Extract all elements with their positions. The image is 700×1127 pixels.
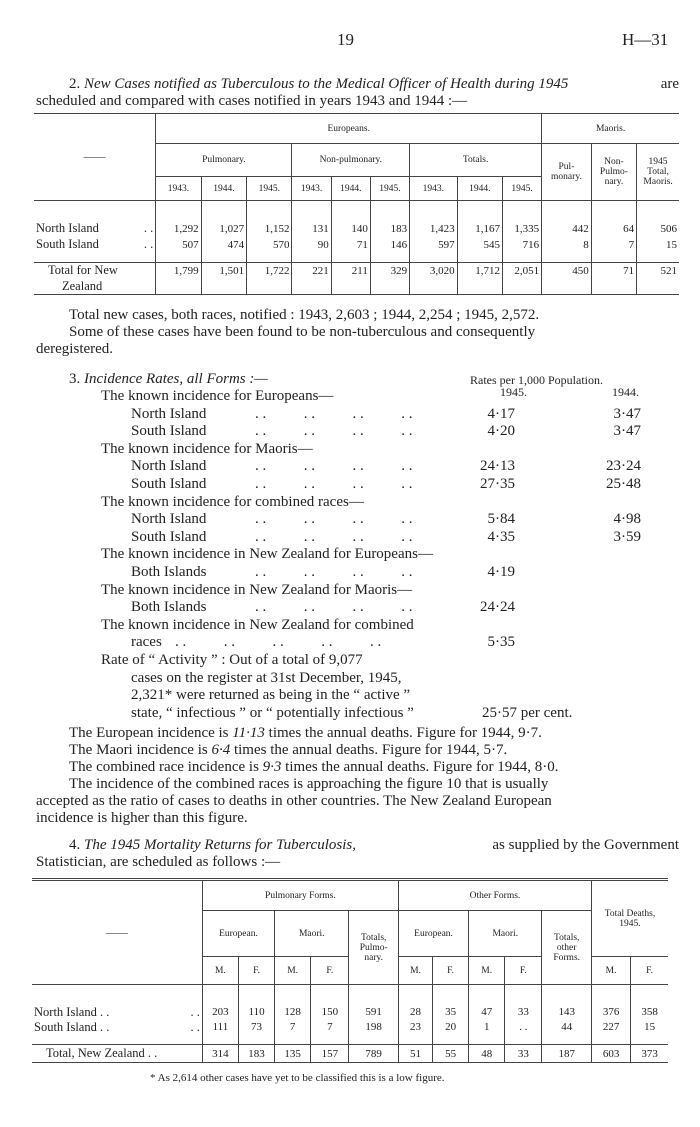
rate-line-label: The known incidence in New Zealand for combined — [101, 616, 414, 633]
section4-intro-tail: as supplied by the Government — [492, 837, 679, 853]
text: The combined race incidence is — [69, 759, 263, 775]
rate-value-1945: 4·20 — [487, 423, 515, 440]
table2-sex-header: F. — [238, 957, 274, 985]
rate-line-label: South Island — [131, 476, 207, 492]
table1-year-header: 1943. — [410, 177, 457, 201]
cell: 48 — [469, 1045, 505, 1063]
table-row — [34, 221, 679, 237]
cell: 143 — [542, 1005, 592, 1020]
table2-sex-header: F. — [631, 957, 668, 985]
cell: 1,722 — [247, 263, 292, 279]
rate-line-label: North Island — [131, 511, 207, 528]
rate-value-1945: 4·35 — [487, 528, 515, 545]
rate-line-label: The known incidence in New Zealand for Maoris— — [101, 581, 413, 598]
rate-line-label: North Island — [131, 458, 207, 475]
cell: 90 — [292, 237, 331, 253]
row-label: North Island — [36, 221, 99, 235]
closing-paragraph-line: incidence is higher than this figure. — [36, 810, 248, 826]
rate-line-label: 2,321* were returned as being in the “ active ” — [131, 687, 411, 704]
leader-dots: . . . . . . . . — [255, 528, 413, 545]
table2-corner: —— — [32, 880, 202, 985]
table-row — [32, 1020, 668, 1035]
table1-maori-total-header: 1945 Total, Maoris. — [637, 144, 679, 201]
section2-intro — [69, 76, 679, 92]
european-incidence-line — [69, 725, 542, 741]
cell: 211 — [331, 263, 370, 279]
row-label: South Island . . — [34, 1019, 110, 1034]
rate-value-1944: 3·47 — [613, 423, 641, 440]
document-reference: H—31 — [622, 30, 669, 49]
table1-year-header: 1944. — [331, 177, 370, 201]
rate-line-label: Both Islands — [131, 564, 207, 580]
cell: 146 — [370, 237, 409, 253]
cell: 203 — [202, 1005, 238, 1020]
cell: 507 — [156, 237, 201, 253]
row-label: North Island . . — [34, 1004, 110, 1019]
table1-maoris-header: Maoris. — [542, 114, 679, 144]
cell: 1,152 — [247, 221, 292, 237]
cell: 110 — [238, 1005, 274, 1020]
table2-pulmonary-header: Pulmonary Forms. — [202, 880, 398, 911]
total-new-cases-line: Total new cases, both races, notified : 1943, 2,603 ; 1944, 2,254 ; 1945, 2,572. — [69, 307, 540, 323]
closing-paragraph-line: The incidence of the combined races is approaching the figure 10 that is usually — [69, 776, 549, 792]
table1-totals-header: Totals. — [410, 144, 542, 177]
cell: 64 — [591, 221, 636, 237]
table2-maori-header: Maori. — [275, 911, 349, 957]
rate-line-label: South Island — [131, 528, 207, 545]
cell: 1,423 — [410, 221, 457, 237]
text: times the annual deaths. Figure for 1944, 8·0. — [281, 759, 559, 775]
text: times the annual deaths. Figure for 1944, 5·7. — [230, 742, 508, 758]
table2-european-header: European. — [202, 911, 274, 957]
table1-pulmonary-header: Pulmonary. — [156, 144, 292, 177]
table2-total-deaths-header: Total Deaths, 1945. — [591, 880, 668, 957]
table-total-row — [32, 1045, 668, 1063]
table2-sex-header: F. — [505, 957, 542, 985]
cell: 128 — [275, 1005, 311, 1020]
cell: 3,020 — [410, 263, 457, 279]
combined-incidence-line — [69, 759, 558, 775]
rate-line-label: The known incidence for combined races— — [101, 493, 364, 510]
rates-col-1944: 1944. — [612, 385, 639, 399]
deregistered-note-cont: deregistered. — [36, 341, 114, 357]
cell: 7 — [591, 237, 636, 253]
table2-sex-header: F. — [433, 957, 469, 985]
leader-dots: . . . . . . . . — [255, 564, 413, 580]
table-row — [32, 1005, 668, 1020]
rate-line-label: Rate of “ Activity ” : Out of a total of 9,077 — [101, 652, 363, 668]
table-total-row — [34, 263, 679, 279]
cell: 28 — [398, 1005, 432, 1020]
cell: 71 — [331, 237, 370, 253]
emphasis-value: 11·13 — [232, 725, 265, 741]
rate-line-label: The known incidence in New Zealand for Europeans— — [101, 546, 433, 563]
table2-other-header: Other Forms. — [398, 880, 591, 911]
section4-number: 4. — [69, 837, 81, 853]
cell: 135 — [275, 1045, 311, 1063]
table2-sex-header: M. — [202, 957, 238, 985]
cell: 23 — [398, 1020, 432, 1035]
emphasis-value: 6·4 — [211, 742, 231, 758]
cell: 329 — [370, 263, 409, 279]
cell: 603 — [591, 1045, 630, 1063]
cell: 150 — [311, 1005, 349, 1020]
cell: 44 — [542, 1020, 592, 1035]
cell: 221 — [292, 263, 331, 279]
table2-sex-header: M. — [469, 957, 505, 985]
cell: 2,051 — [502, 263, 541, 279]
rates-col-1945: 1945. — [500, 385, 527, 399]
cell: 227 — [591, 1020, 630, 1035]
rate-value-1945: 5·35 — [487, 634, 515, 651]
cell: 789 — [349, 1045, 399, 1063]
new-cases-table — [34, 113, 679, 295]
section4-title: The 1945 Mortality Returns for Tuberculosis, — [84, 837, 356, 853]
cell: 1,335 — [502, 221, 541, 237]
rate-value-1945: 4·17 — [487, 405, 515, 422]
cell: 55 — [433, 1045, 469, 1063]
table1-year-header: 1945. — [247, 177, 292, 201]
table2-sex-header: F. — [311, 957, 349, 985]
table1-year-header: 1945. — [502, 177, 541, 201]
page-number: 19 — [337, 30, 354, 49]
leader-dots: . . . . . . . . — [255, 458, 413, 475]
cell: 1,292 — [156, 221, 201, 237]
cell: 33 — [505, 1005, 542, 1020]
rate-line-label: The known incidence for Maoris— — [101, 440, 313, 457]
leader-dots: . . — [143, 237, 154, 251]
text: The Maori incidence is — [69, 742, 212, 758]
rate-line-label: Both Islands — [131, 599, 207, 616]
rate-value-1944: 3·47 — [613, 405, 641, 422]
table1-year-header: 1945. — [370, 177, 409, 201]
table2-european-header: European. — [398, 911, 468, 957]
table2-totals-other-header: Totals, other Forms. — [542, 911, 592, 985]
maori-incidence-line — [69, 742, 507, 758]
text: times the annual deaths. Figure for 1944, 9·7. — [264, 725, 542, 741]
section2-number: 2. — [69, 76, 81, 92]
cell: 35 — [433, 1005, 469, 1020]
rate-value-1945: 24·13 — [480, 458, 515, 475]
cell: 358 — [631, 1005, 668, 1020]
section4-intro — [69, 837, 679, 853]
section2-title: New Cases notified as Tuberculous to the Medical Officer of Health during 1945 — [84, 76, 569, 92]
cell: 373 — [631, 1045, 668, 1063]
cell: . . — [505, 1020, 542, 1035]
leader-dots: . . . . . . . . — [255, 423, 413, 440]
leader-dots: . . — [190, 1004, 200, 1019]
cell: 591 — [349, 1005, 399, 1020]
rate-value-1944: 23·24 — [606, 458, 641, 475]
total-label: Total, New Zealand . . — [46, 1046, 158, 1060]
text: The European incidence is — [69, 725, 233, 741]
table2-sex-header: M. — [275, 957, 311, 985]
rate-value-1945: 4·19 — [487, 564, 515, 580]
mortality-table — [32, 878, 668, 1063]
section3-title: Incidence Rates, all Forms :— — [84, 371, 268, 387]
cell: 1,712 — [457, 263, 502, 279]
cell: 1,167 — [457, 221, 502, 237]
deregistered-note: Some of these cases have been found to be non-tuberculous and consequently — [69, 324, 536, 340]
row-label: South Island — [36, 237, 99, 251]
rates-header: Rates per 1,000 Population. — [470, 373, 603, 387]
table2-sex-header: M. — [398, 957, 432, 985]
section4-intro-line2: Statistician, are scheduled as follows :— — [36, 854, 281, 870]
cell: 1,799 — [156, 263, 201, 279]
cell: 71 — [591, 263, 636, 279]
rate-value-1944: 3·59 — [613, 528, 641, 545]
section2-intro-tail: are — [660, 76, 679, 92]
leader-dots: . . . . . . . . — [255, 476, 413, 492]
table1-year-header: 1943. — [156, 177, 201, 201]
section3-number: 3. — [69, 371, 81, 387]
total-label-cont: Zealand — [62, 278, 103, 293]
cell: 51 — [398, 1045, 432, 1063]
cell: 7 — [275, 1020, 311, 1035]
table1-year-header: 1943. — [292, 177, 331, 201]
cell: 183 — [370, 221, 409, 237]
table1-maori-pulmonary-header: Pul-monary. — [542, 144, 592, 201]
table1-year-header: 1944. — [201, 177, 246, 201]
leader-dots: . . . . . . . . . . — [175, 634, 382, 651]
table-row — [34, 237, 679, 253]
cell: 450 — [542, 263, 592, 279]
table1-year-header: 1944. — [457, 177, 502, 201]
leader-dots: . . — [190, 1019, 200, 1034]
cell: 183 — [238, 1045, 274, 1063]
rate-value-1944: 4·98 — [613, 511, 641, 528]
rate-line-label: South Island — [131, 423, 207, 440]
cell: 187 — [542, 1045, 592, 1063]
leader-dots: . . — [143, 221, 154, 235]
cell: 157 — [311, 1045, 349, 1063]
cell: 506 — [637, 221, 679, 237]
total-label: Total for New — [48, 263, 118, 278]
rate-line-label: The known incidence for Europeans— — [101, 388, 334, 404]
rate-line-label: state, “ infectious ” or “ potentially infectious ” — [131, 704, 414, 721]
rate-value-1944: 25·48 — [606, 476, 641, 492]
cell: 47 — [469, 1005, 505, 1020]
cell: 545 — [457, 237, 502, 253]
table1-nonpulmonary-header: Non-pulmonary. — [292, 144, 410, 177]
cell: 15 — [637, 237, 679, 253]
cell: 8 — [542, 237, 592, 253]
rate-value-1945: 27·35 — [480, 476, 515, 492]
rate-value-1945: 24·24 — [480, 599, 515, 616]
leader-dots: . . . . . . . . — [255, 599, 413, 616]
rate-line-label: races — [131, 634, 162, 651]
cell: 20 — [433, 1020, 469, 1035]
closing-paragraph-line: accepted as the ratio of cases to deaths in other countries. The New Zealand European — [36, 793, 552, 809]
table1-maori-nonpulmonary-header: Non-Pulmo-nary. — [591, 144, 636, 201]
cell: 597 — [410, 237, 457, 253]
cell: 570 — [247, 237, 292, 253]
leader-dots: . . . . . . . . — [255, 405, 413, 422]
cell: 474 — [201, 237, 246, 253]
footnote: * As 2,614 other cases have yet to be classified this is a low figure. — [150, 1072, 445, 1084]
section3-heading — [69, 371, 268, 387]
cell: 314 — [202, 1045, 238, 1063]
cell: 73 — [238, 1020, 274, 1035]
cell: 140 — [331, 221, 370, 237]
table2-totals-pulmonary-header: Totals, Pulmo-nary. — [349, 911, 399, 985]
table1-corner: —— — [34, 114, 156, 201]
cell: 376 — [591, 1005, 630, 1020]
cell: 33 — [505, 1045, 542, 1063]
cell: 7 — [311, 1020, 349, 1035]
rate-value-1945: 5·84 — [487, 511, 515, 528]
leader-dots: . . . . . . . . — [255, 511, 413, 528]
cell: 198 — [349, 1020, 399, 1035]
cell: 1 — [469, 1020, 505, 1035]
rate-value-1945: 25·57 per cent. — [482, 704, 573, 721]
cell: 15 — [631, 1020, 668, 1035]
emphasis-value: 9·3 — [262, 759, 282, 775]
rate-line-label: cases on the register at 31st December, 1945, — [131, 669, 402, 686]
cell: 1,027 — [201, 221, 246, 237]
cell: 716 — [502, 237, 541, 253]
cell: 131 — [292, 221, 331, 237]
section2-intro-line2: scheduled and compared with cases notified in years 1943 and 1944 :— — [36, 93, 468, 109]
rate-line-label: North Island — [131, 405, 207, 422]
cell: 111 — [202, 1020, 238, 1035]
table2-sex-header: M. — [591, 957, 630, 985]
table1-europeans-header: Europeans. — [156, 114, 542, 144]
table2-maori-header: Maori. — [469, 911, 542, 957]
cell: 1,501 — [201, 263, 246, 279]
cell: 521 — [637, 263, 679, 279]
cell: 442 — [542, 221, 592, 237]
